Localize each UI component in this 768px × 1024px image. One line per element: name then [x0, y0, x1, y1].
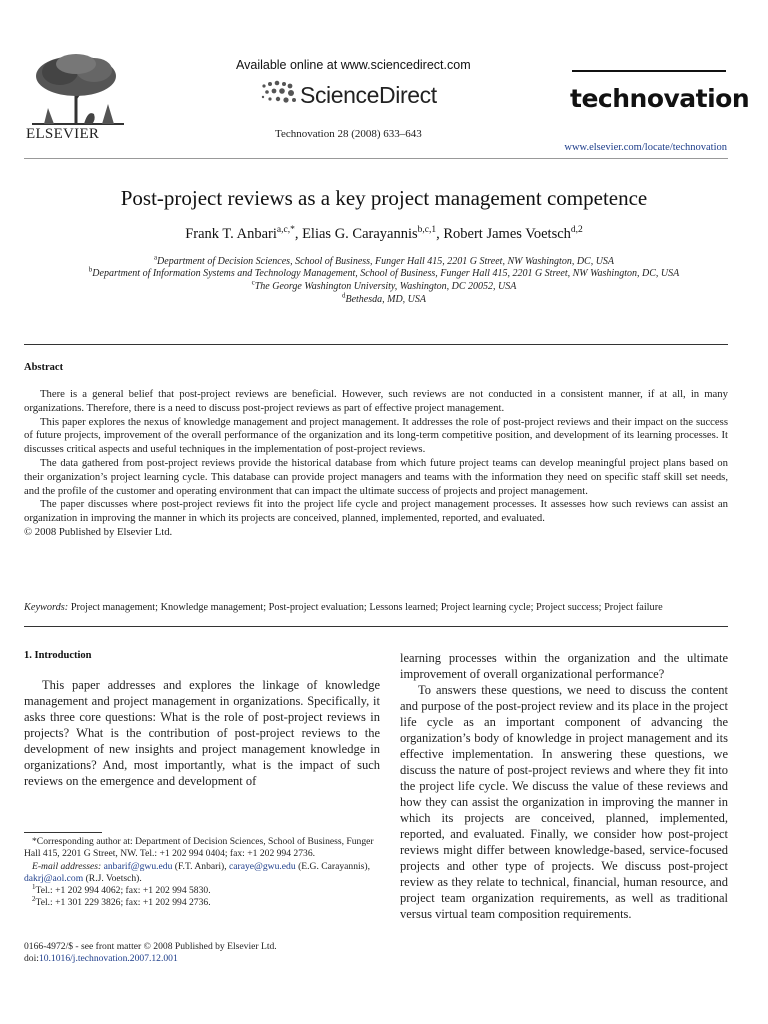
body-paragraph-continuation: learning processes within the organization and the ultimate improvement of overall organizational performance?	[400, 651, 728, 681]
body-paragraph: To answers these questions, we need to discuss the content and purpose of the post-project review and its place in the project life cycle as an important component of advancing the organization’s body of knowledge in project management and its effective implementation. In answering these questions, we discuss the nature of post-project reviews and where they fit into the project life cycle. We discuss the value of these reviews and how they can assist the organization in improving the manner in which its projects are conceived, planned, implemented, reported, and evaluated. Finally, we consider how post-project reviews might differ between knowledge-based, service-focused projects and other type of projects. We discuss post-project review as they relate to technical, financial, human resource, and project team organization requirements, as well as traditional versus virtual team composition requirements.	[400, 683, 728, 921]
available-online-link[interactable]: Available online at www.sciencedirect.com	[236, 58, 471, 72]
header-divider	[24, 158, 728, 159]
affiliation	[0, 278, 768, 292]
copyright-notice: © 2008 Published by Elsevier Ltd.	[24, 525, 173, 538]
affiliation-text: Department of Decision Sciences, School of Business, Funger Hall 415, 2201 G Street, NW Washington, DC, USA	[157, 256, 615, 267]
abstract-body	[24, 388, 728, 540]
issn-line: 0166-4972/$ - see front matter © 2008 Published by Elsevier Ltd.	[24, 941, 277, 952]
right-column	[400, 650, 728, 922]
publisher-name: ELSEVIER	[26, 126, 100, 142]
abstract-paragraph: The paper discusses where post-project reviews fit into the project life cycle and project management processes. It assesses how such reviews can assist an organization in improving the manner in which its projects are conceived, planned, implemented, reported, and evaluated.	[24, 498, 728, 525]
footnote-rule	[24, 832, 102, 833]
footnote-text: Tel.: +1 202 994 4062; fax: +1 202 994 5830.	[35, 885, 211, 897]
author-affiliation-marks: a,c,*	[276, 225, 295, 236]
body-paragraph: This paper addresses and explores the linkage of knowledge management and project management in organizations. Specifically, it asks three core questions: What is the role of post-project reviews in projects? What is the contribution of post-project reviews to the development of new insights and project management knowledge in organizations? And, most importantly, what is the impact of such reviews on the emergence and development of	[24, 678, 380, 788]
email-link[interactable]: dakrj@aol.com	[24, 872, 84, 884]
keywords-line	[24, 602, 728, 613]
keywords-text: Project management; Knowledge management; Post-project evaluation; Lessons learned; Project learning cycle; Project success; Project failure	[70, 602, 663, 613]
article-title: Post-project reviews as a key project management competence	[120, 186, 648, 210]
affiliation-mark: d	[341, 291, 346, 300]
author-affiliation-marks: d,2	[570, 225, 583, 236]
abstract-paragraph: This paper explores the nexus of knowledge management and project management. It addresses the role of post-project reviews and their impact on the success of future projects, improvement of the overall performance of the organization and its long-term competitive position, and development of its learning processes. It discusses critical aspects and useful techniques in the implementation of post-project reviews.	[24, 415, 728, 456]
footnote-mark: 2	[32, 895, 36, 904]
author-name: Elias G. Carayannis	[302, 226, 418, 242]
abstract-top-rule	[24, 344, 728, 345]
footnote-2	[24, 897, 380, 909]
abstract-paragraph: There is a general belief that post-project reviews are beneficial. However, such reviews are not conducted in a consistent manner, if at all, in many organizations. Therefore, there is a need to discuss post-project reviews as part of effective project management.	[24, 388, 728, 414]
front-matter-info	[24, 941, 380, 966]
journal-title-rule	[572, 70, 726, 72]
sciencedirect-dots-icon	[258, 78, 300, 108]
affiliation-mark: b	[88, 265, 93, 274]
doi-label: doi:	[24, 953, 39, 965]
left-column	[24, 650, 380, 789]
footnotes	[24, 836, 380, 910]
affiliation-mark: c	[251, 278, 255, 287]
affiliation-text: Bethesda, MD, USA	[345, 294, 427, 305]
corresponding-author-note: *Corresponding author at: Department of Decision Sciences, School of Business, Funger Hall 415, 2201 G Street, NW. Tel.: +1 202 994 0404; fax: +1 202 994 2736.	[24, 836, 374, 860]
doi-link[interactable]: 10.1016/j.technovation.2007.12.001	[38, 953, 178, 965]
affiliation-text: Department of Information Systems and Technology Management, School of Business, Funger Hall 415, 2201 G Street, NW Washington, DC, USA	[92, 268, 680, 279]
author-separator: ,	[294, 226, 303, 242]
abstract-bottom-rule	[24, 626, 728, 627]
affiliation	[0, 265, 768, 279]
footnote-mark: 1	[32, 883, 36, 891]
section-heading: 1. Introduction	[24, 650, 92, 661]
affiliation-mark: a	[153, 253, 158, 262]
email-addresses	[24, 861, 380, 886]
footnote-text: Tel.: +1 301 229 3826; fax: +1 202 994 2736.	[35, 897, 211, 909]
journal-url-link[interactable]: www.elsevier.com/locate/technovation	[564, 142, 727, 153]
email-owner: (F.T. Anbari),	[174, 860, 227, 872]
email-label: E-mail addresses:	[32, 860, 102, 872]
footnote-1	[24, 885, 380, 897]
journal-title: technovation	[570, 84, 750, 113]
affiliation-text: The George Washington University, Washington, DC 20052, USA	[254, 281, 517, 292]
author-list	[0, 226, 768, 243]
author-separator: ,	[436, 226, 444, 242]
doi-line	[24, 953, 380, 965]
keywords-label: Keywords:	[24, 602, 69, 613]
abstract-paragraph: The data gathered from post-project reviews provide the historical database from which future project teams can develop meaningful project plans based on their organization’s project learning cycle. This database can provide project managers and teams with the information they need on specific staff skill set needs, and the profile of the customer and operating environment that can impact the ultimate success of projects and project management.	[24, 456, 728, 497]
journal-citation: Technovation 28 (2008) 633–643	[275, 128, 422, 140]
author-name: Frank T. Anbari	[185, 226, 277, 242]
email-owner: (E.G. Carayannis),	[298, 860, 370, 872]
author-name: Robert James Voetsch	[443, 226, 571, 242]
sciencedirect-logo[interactable]: ScienceDirect	[300, 82, 437, 108]
email-link[interactable]: caraye@gwu.edu	[229, 860, 296, 872]
email-owner: (R.J. Voetsch).	[85, 872, 142, 884]
affiliation	[0, 253, 768, 267]
abstract-heading: Abstract	[24, 362, 64, 373]
affiliation	[0, 291, 768, 305]
email-link[interactable]: anbarif@gwu.edu	[103, 860, 173, 872]
author-affiliation-marks: b,c,1	[417, 225, 437, 236]
